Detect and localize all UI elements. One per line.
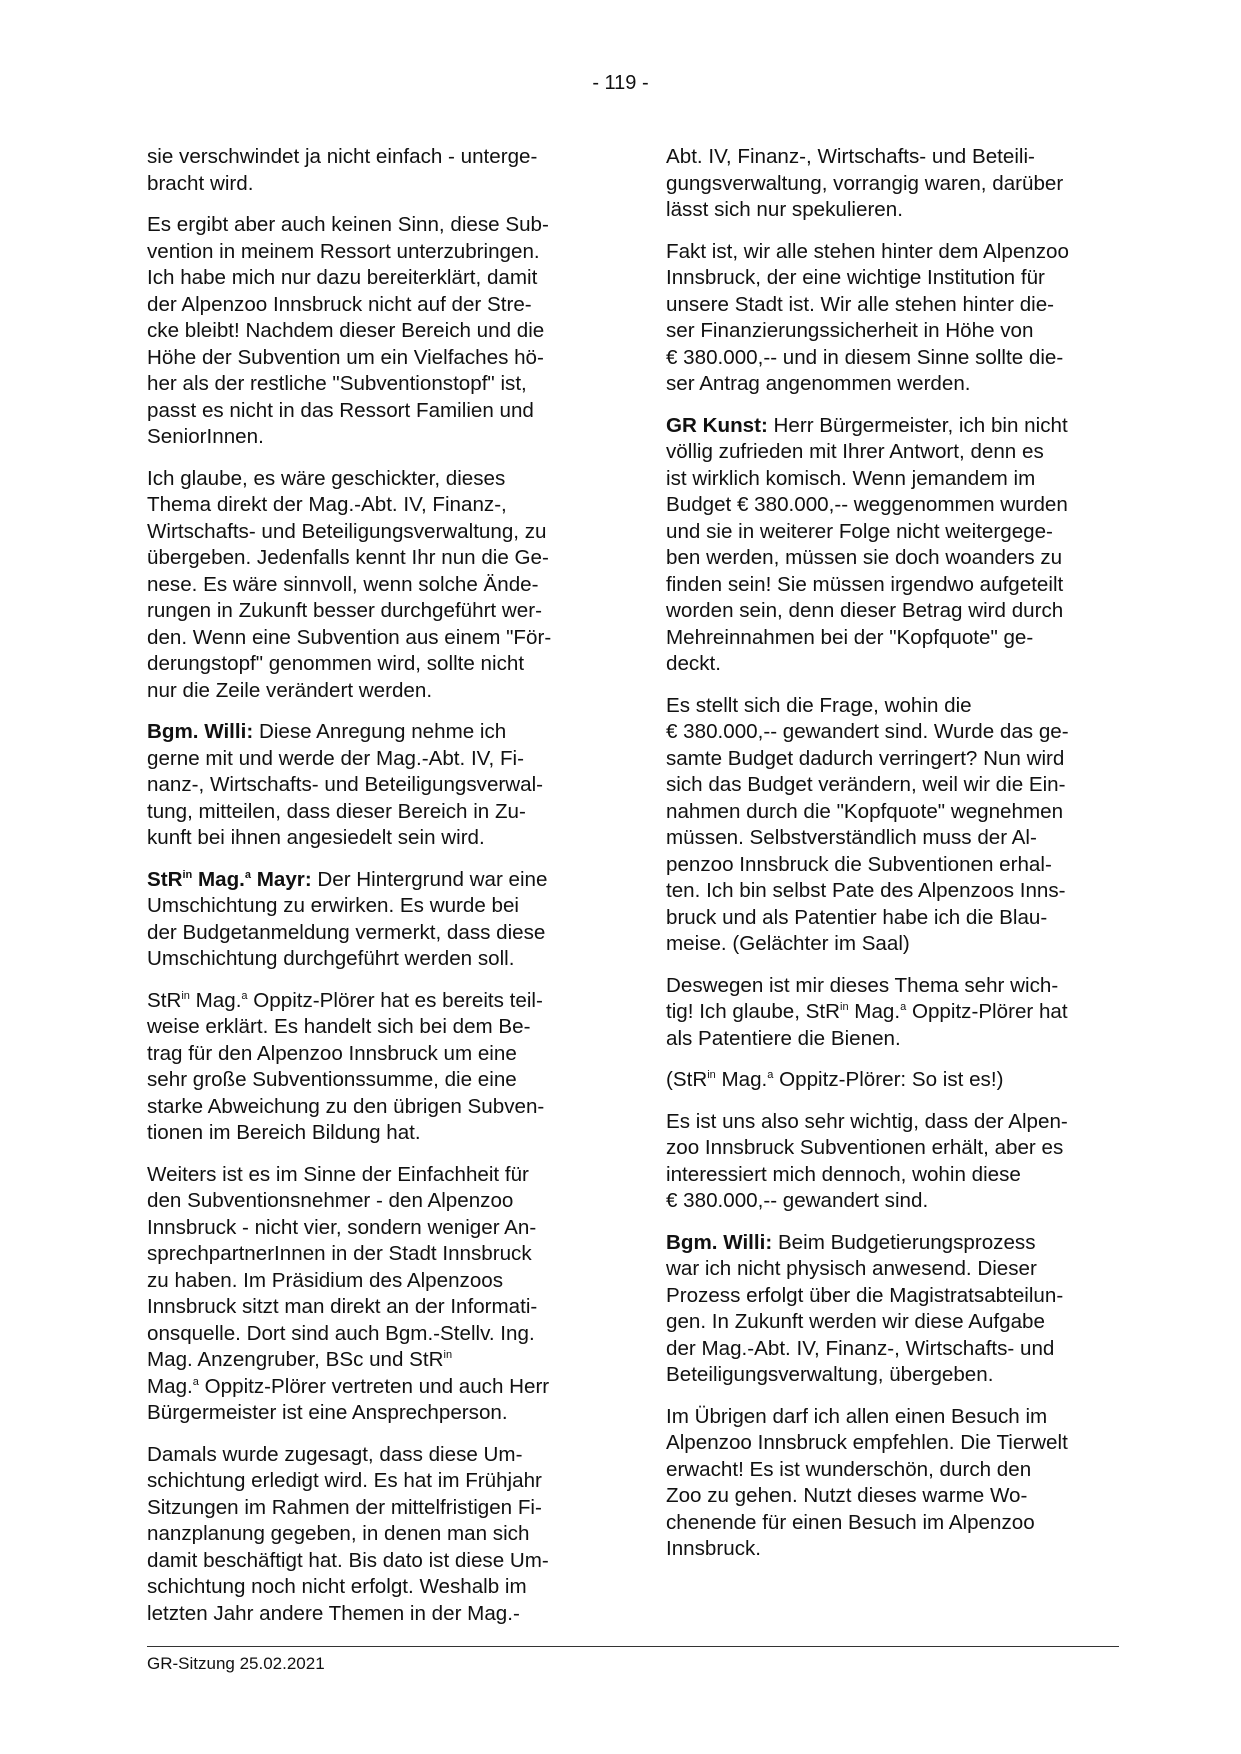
text-line: weise erklärt. Es handelt sich bei dem Be- [147, 1015, 531, 1038]
paragraph [147, 867, 592, 973]
superscript: a [767, 1069, 774, 1081]
text-line: übergeben. Jedenfalls kennt Ihr nun die Ge- [147, 546, 549, 569]
text-line: sprechpartnerInnen in der Stadt Innsbruck [147, 1242, 532, 1265]
footer-rule [147, 1646, 1119, 1647]
paragraph [666, 1230, 1111, 1389]
superscript: in [840, 1001, 849, 1013]
paragraph [666, 144, 1111, 224]
text-line: sie verschwindet ja nicht einfach - unterge- [147, 145, 538, 168]
text-line: Innsbruck, der eine wichtige Institution für [666, 266, 1045, 289]
text-line: € 380.000,-- gewandert sind. Wurde das ge- [666, 720, 1069, 743]
superscript: a [192, 1375, 199, 1388]
text-line: Sitzungen im Rahmen der mittelfristigen Fi- [147, 1495, 542, 1519]
page-number: - 119 - [592, 72, 649, 94]
paragraph [147, 988, 592, 1147]
text-line: Weiters ist es im Sinne der Einfachheit für [147, 1162, 529, 1186]
text-line: Es ergibt aber auch keinen Sinn, diese Sub- [147, 213, 549, 236]
text-line: Umschichtung zu erwirken. Es wurde bei [147, 894, 519, 917]
text-line: rungen in Zukunft besser durchgeführt wer- [147, 599, 542, 622]
text-line: deckt. [666, 652, 721, 675]
text-line: Thema direkt der Mag.-Abt. IV, Finanz-, [147, 493, 507, 516]
text-line: Abt. IV, Finanz-, Wirtschafts- und Beteili- [666, 145, 1035, 168]
paragraph [147, 1162, 592, 1427]
text-line: Bürgermeister ist eine Ansprechperson. [147, 1401, 508, 1424]
text-line: letzten Jahr andere Themen in der Mag.- [147, 1601, 520, 1625]
text-line: tionen im Bereich Bildung hat. [147, 1121, 421, 1144]
text-line: schichtung noch nicht erfolgt. Weshalb im [147, 1575, 527, 1598]
text-line: onsquelle. Dort sind auch Bgm.-Stellv. Ing. [147, 1321, 535, 1345]
superscript: in [181, 989, 190, 1002]
text-line: Beim Budgetierungsprozess [772, 1230, 1036, 1254]
text-line: penzoo Innsbruck die Subventionen erhal- [666, 852, 1052, 876]
text-line: nese. Es wäre sinnvoll, wenn solche Ände- [147, 572, 539, 596]
text-line: und sie in weiterer Folge nicht weitergege- [666, 519, 1053, 543]
text-line: war ich nicht physisch anwesend. Dieser [666, 1257, 1037, 1280]
paragraph [147, 1442, 592, 1628]
text-line: Zoo zu gehen. Nutzt dieses warme Wo- [666, 1484, 1028, 1507]
text-line: kunft bei ihnen angesiedelt sein wird. [147, 826, 485, 849]
text-line: gerne mit und werde der Mag.-Abt. IV, Fi- [147, 746, 524, 770]
text-line: Im Übrigen darf ich allen einen Besuch im [666, 1404, 1048, 1428]
text-line: der Alpenzoo Innsbruck nicht auf der Stre- [147, 292, 532, 316]
text-line: Höhe der Subvention um ein Vielfaches hö- [147, 345, 544, 369]
text-line: trag für den Alpenzoo Innsbruck um eine [147, 1041, 517, 1065]
text-line: Mag. [147, 1374, 193, 1398]
text-line: derungstopf" genommen wird, sollte nicht [147, 652, 525, 675]
paragraph [147, 212, 592, 451]
text-line: nur die Zeile verändert werden. [147, 678, 433, 702]
text-line: gungsverwaltung, vorrangig waren, darüber [666, 171, 1064, 195]
text-line: lässt sich nur spekulieren. [666, 198, 903, 221]
text-line: sehr große Subventionssumme, die eine [147, 1068, 517, 1091]
text-line: Oppitz-Plörer hat [906, 1000, 1068, 1023]
paragraph [666, 1109, 1111, 1215]
superscript: in [707, 1069, 716, 1081]
text-line: interessiert mich dennoch, wohin diese [666, 1162, 1021, 1186]
superscript: a [241, 989, 248, 1002]
text-line: Herr Bürgermeister, ich bin nicht [767, 413, 1068, 437]
text-line: damit beschäftigt hat. Bis dato ist diese Um- [147, 1548, 549, 1572]
paragraph [666, 973, 1111, 1053]
paragraph [666, 413, 1111, 678]
text-line: Der Hintergrund war eine [311, 867, 548, 891]
text-line: Deswegen ist mir dieses Thema sehr wich- [666, 973, 1059, 997]
paragraph [666, 693, 1111, 958]
text-line: nanzplanung gegeben, in denen man sich [147, 1522, 530, 1545]
text-line: Ich habe mich nur dazu bereiterklärt, damit [147, 266, 538, 289]
paragraph [147, 144, 592, 197]
text-line: samte Budget dadurch verringert? Nun wird [666, 746, 1065, 770]
text-line: Beteiligungsverwaltung, übergeben. [666, 1363, 994, 1386]
text-line: Umschichtung durchgeführt werden soll. [147, 947, 515, 970]
text-line: passt es nicht in das Ressort Familien und [147, 398, 534, 422]
text-line: der Budgetanmeldung vermerkt, dass diese [147, 920, 546, 944]
text-line: nahmen durch die "Kopfquote" wegnehmen [666, 799, 1064, 823]
text-line: erwacht! Es ist wunderschön, durch den [666, 1457, 1032, 1481]
text-line: zoo Innsbruck Subventionen erhält, aber es [666, 1136, 1064, 1159]
text-line: den Subventionsnehmer - den Alpenzoo [147, 1189, 514, 1212]
speaker-name: GR Kunst: [666, 413, 768, 437]
text-line: starke Abweichung zu den übrigen Subven- [147, 1094, 545, 1118]
speaker-name: Bgm. Willi: [666, 1230, 773, 1254]
text-line: Diese Anregung nehme ich [253, 720, 507, 743]
paragraph [666, 239, 1111, 398]
text-line: Budget € 380.000,-- weggenommen wurden [666, 493, 1068, 516]
text-line: tig! Ich glaube, StR [666, 1000, 841, 1023]
text-line: nanz-, Wirtschafts- und Beteiligungsverwal- [147, 773, 544, 796]
text-line: Innsbruck sitzt man direkt an der Informati- [147, 1295, 538, 1318]
text-line: tung, mitteilen, dass dieser Bereich in Zu- [147, 799, 526, 823]
text-line: Mag. [715, 1068, 768, 1091]
paragraph [666, 1404, 1111, 1563]
text-line: cke bleibt! Nachdem dieser Bereich und die [147, 319, 545, 342]
text-line: meise. (Gelächter im Saal) [666, 932, 910, 955]
text-line: Alpenzoo Innsbruck empfehlen. Die Tierwelt [666, 1431, 1068, 1454]
text-line: Mag. [189, 988, 242, 1012]
superscript: in [443, 1349, 453, 1361]
text-line: vention in meinem Ressort unterzubringen. [147, 239, 540, 263]
text-line: € 380.000,-- gewandert sind. [666, 1189, 929, 1212]
text-line: Innsbruck - nicht vier, sondern weniger An- [147, 1215, 537, 1239]
footer-text: GR-Sitzung 25.02.2021 [147, 1654, 325, 1673]
text-line: ten. Ich bin selbst Pate des Alpenzoos Inns- [666, 879, 1066, 902]
text-line: finden sein! Sie müssen irgendwo aufgeteilt [666, 572, 1064, 596]
text-line: chenende für einen Besuch im Alpenzoo [666, 1510, 1035, 1534]
text-line: ben werden, müssen sie doch woanders zu [666, 546, 1063, 569]
text-line: SeniorInnen. [147, 425, 264, 448]
paragraph [147, 719, 592, 852]
text-line: Es ist uns also sehr wichtig, dass der Alpen- [666, 1109, 1068, 1133]
text-line: ser Finanzierungssicherheit in Höhe von [666, 319, 1034, 342]
text-line: als Patentiere die Bienen. [666, 1026, 901, 1050]
text-line: gen. In Zukunft werden wir diese Aufgabe [666, 1310, 1045, 1333]
text-line: worden sein, denn dieser Betrag wird durch [666, 599, 1064, 622]
text-line: der Mag.-Abt. IV, Finanz-, Wirtschafts- und [666, 1336, 1055, 1360]
speaker-name: StR$^{in}$ Mag.$^a$ Mayr: [147, 867, 312, 891]
right-column [666, 144, 1111, 1578]
speaker-name: Bgm. Willi: [147, 720, 254, 743]
text-line: € 380.000,-- und in diesem Sinne sollte die- [666, 345, 1064, 369]
text-line: unsere Stadt ist. Wir alle stehen hinter die- [666, 292, 1055, 316]
text-line: her als der restliche "Subventionstopf" ist, [147, 372, 527, 395]
superscript: a [900, 1001, 907, 1013]
text-line: Oppitz-Plörer vertreten und auch Herr [198, 1374, 550, 1398]
text-line: müssen. Selbstverständlich muss der Al- [666, 826, 1037, 849]
text-line: Damals wurde zugesagt, dass diese Um- [147, 1442, 523, 1466]
text-line: Fakt ist, wir alle stehen hinter dem Alpenzoo [666, 239, 1069, 263]
text-line: schichtung erledigt wird. Es hat im Frühjahr [147, 1469, 542, 1492]
text-line: bruck und als Patentier habe ich die Blau- [666, 905, 1048, 929]
text-line: Innsbruck. [666, 1537, 762, 1560]
text-line: bracht wird. [147, 171, 254, 195]
text-line: Oppitz-Plörer: So ist es!) [773, 1068, 1004, 1091]
paragraph [147, 466, 592, 705]
text-line: Ich glaube, es wäre geschickter, dieses [147, 466, 506, 490]
text-line: ser Antrag angenommen werden. [666, 372, 971, 395]
text-line: den. Wenn eine Subvention aus einem "För- [147, 625, 552, 649]
text-line: Es stellt sich die Frage, wohin die [666, 693, 972, 717]
text-line: Mag. Anzengruber, BSc und StR [147, 1348, 444, 1371]
text-line: Prozess erfolgt über die Magistratsabteilun- [666, 1283, 1064, 1307]
text-line: zu haben. Im Präsidium des Alpenzoos [147, 1268, 504, 1292]
text-line: ist wirklich komisch. Wenn jemandem im [666, 466, 1036, 490]
paragraph [666, 1067, 1111, 1094]
text-line: Oppitz-Plörer hat es bereits teil- [247, 988, 543, 1012]
text-line: völlig zufrieden mit Ihrer Antwort, denn es [666, 440, 1044, 463]
left-column [147, 144, 592, 1642]
text-line: Mag. [848, 1000, 901, 1023]
text-line: Wirtschafts- und Beteiligungsverwaltung, zu [147, 519, 547, 543]
text-line: Mehreinnahmen bei der "Kopfquote" ge- [666, 625, 1034, 649]
text-line: (StR [666, 1068, 708, 1091]
text-line: StR [147, 988, 182, 1012]
text-line: sich das Budget verändern, weil wir die Ein- [666, 773, 1066, 796]
